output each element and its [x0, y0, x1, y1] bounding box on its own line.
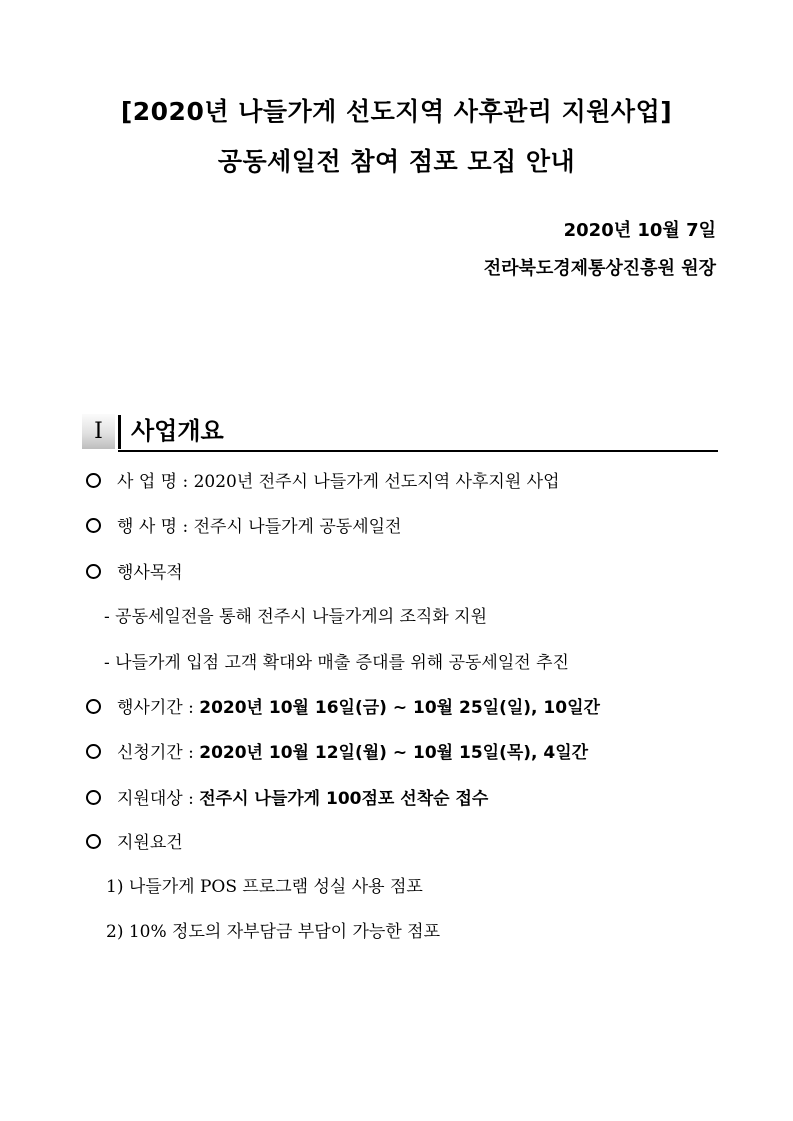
- issuer-organization: 전라북도경제통상진흥원 원장: [483, 258, 716, 279]
- requirement-item: 1) 나들가게 POS 프로그램 성실 사용 점포: [106, 877, 423, 897]
- purpose-sub-item: - 공동세일전을 통해 전주시 나들가게의 조직화 지원: [104, 607, 488, 627]
- item-label: 행 사 명 :: [117, 517, 194, 537]
- item-event-purpose: [86, 561, 183, 585]
- section-title: 사업개요: [131, 417, 224, 445]
- document-title-line1: [2020년 나들가게 선도지역 사후관리 지원사업]: [120, 97, 673, 126]
- item-label: 사 업 명 :: [117, 472, 194, 492]
- item-value: 2020년 10월 16일(금) ~ 10월 25일(일), 10일간: [199, 698, 600, 718]
- item-label: 지원대상 :: [117, 789, 200, 809]
- item-label: 행사기간 :: [117, 698, 200, 718]
- document-title-line2: 공동세일전 참여 점포 모집 안내: [217, 147, 576, 176]
- section-underline: [118, 450, 718, 452]
- circle-bullet-icon: [86, 744, 101, 759]
- item-project-name: [86, 470, 560, 494]
- item-label: 행사목적: [117, 563, 183, 583]
- circle-bullet-icon: [86, 473, 101, 488]
- section-header: [82, 414, 718, 452]
- circle-bullet-icon: [86, 834, 101, 849]
- circle-bullet-icon: [86, 699, 101, 714]
- item-event-period: [86, 696, 600, 720]
- item-value: 2020년 10월 12일(월) ~ 10월 15일(목), 4일간: [199, 743, 589, 763]
- circle-bullet-icon: [86, 518, 101, 533]
- item-value: 전주시 나들가게 100점포 선착순 접수: [199, 789, 489, 809]
- item-label: 지원요건: [117, 833, 183, 853]
- section-divider: [118, 415, 121, 449]
- item-support-target: [86, 787, 488, 811]
- document-date: 2020년 10월 7일: [563, 220, 716, 241]
- circle-bullet-icon: [86, 564, 101, 579]
- item-value: 전주시 나들가게 공동세일전: [193, 517, 402, 537]
- item-event-name: [86, 515, 401, 539]
- purpose-sub-item: - 나들가게 입점 고객 확대와 매출 증대를 위해 공동세일전 추진: [104, 653, 569, 673]
- requirement-item: 2) 10% 정도의 자부담금 부담이 가능한 점포: [106, 922, 440, 942]
- item-support-requirements: [86, 831, 183, 855]
- section-number-box: Ⅰ: [82, 414, 115, 449]
- item-value: 2020년 전주시 나들가게 선도지역 사후지원 사업: [193, 472, 560, 492]
- circle-bullet-icon: [86, 790, 101, 805]
- item-application-period: [86, 741, 588, 765]
- item-label: 신청기간 :: [117, 743, 200, 763]
